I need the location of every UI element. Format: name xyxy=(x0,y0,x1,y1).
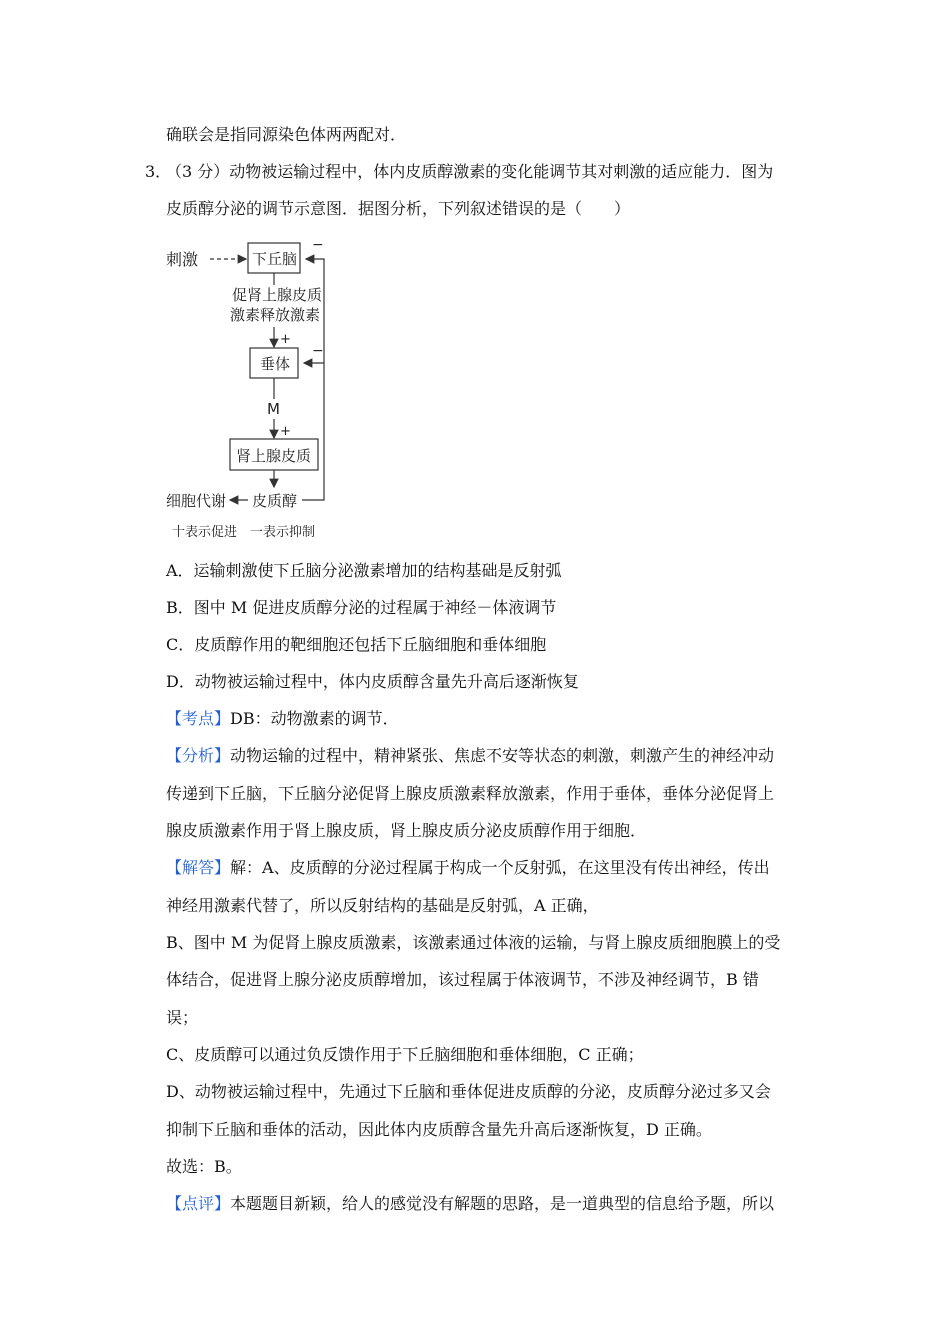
legend-text: 十表示促进 一表示抑制 xyxy=(172,525,316,540)
jieda-text-1: 解：A、皮质醇的分泌过程属于构成一个反射弧，在这里没有传出神经，传出 xyxy=(230,858,770,877)
jieda-line3: B、图中 M 为促肾上腺皮质激素，该激素通过体液的运输，与肾上腺皮质细胞膜上的受 xyxy=(166,933,781,952)
fenxi-line1 xyxy=(166,746,774,766)
dianping-text: 本题题目新颖，给人的感觉没有解题的思路，是一道典型的信息给予题，所以 xyxy=(230,1194,775,1213)
option-d: D．动物被运输过程中，体内皮质醇含量先升高后逐渐恢复 xyxy=(166,672,579,691)
jieda-line8: 抑制下丘脑和垂体的活动，因此体内皮质醇含量先升高后逐渐恢复，D 正确。 xyxy=(166,1120,712,1139)
fenxi-line2: 传递到下丘脑，下丘脑分泌促肾上腺皮质激素释放激素，作用于垂体，垂体分泌促肾上 xyxy=(166,784,775,803)
jieda-line7: D、动物被运输过程中，先通过下丘脑和垂体促进皮质醇的分泌，皮质醇分泌过多又会 xyxy=(166,1082,771,1101)
cortisol-regulation-diagram xyxy=(166,233,346,543)
jieda-line5: 误； xyxy=(166,1008,199,1027)
stimulus-label: 刺激 xyxy=(166,250,199,269)
fenxi-text-1: 动物运输的过程中，精神紧张、焦虑不安等状态的刺激，刺激产生的神经冲动 xyxy=(230,746,775,765)
kaodian-tag: 【考点】 xyxy=(166,709,231,728)
kaodian-text: DB：动物激素的调节． xyxy=(230,709,399,728)
cortisol-label: 皮质醇 xyxy=(252,492,298,510)
jieda-line6: C、皮质醇可以通过负反馈作用于下丘脑细胞和垂体细胞，C 正确； xyxy=(166,1045,644,1064)
kaodian-line xyxy=(166,709,399,729)
fenxi-tag: 【分析】 xyxy=(166,746,231,765)
question-stem-line1: （3 分）动物被运输过程中，体内皮质醇激素的变化能调节其对刺激的适应能力．图为 xyxy=(166,162,774,181)
jieda-tag: 【解答】 xyxy=(166,858,231,877)
crh-label-line2: 激素释放激素 xyxy=(230,306,321,324)
adrenal-cortex-label: 肾上腺皮质 xyxy=(236,447,312,465)
option-a: A．运输刺激使下丘脑分泌激素增加的结构基础是反射弧 xyxy=(166,561,562,580)
plus-sign-1: + xyxy=(280,332,291,347)
question-stem-line2: 皮质醇分泌的调节示意图．据图分析，下列叙述错误的是（ ） xyxy=(166,199,631,218)
jieda-line4: 体结合，促进肾上腺分泌皮质醇增加，该过程属于体液调节，不涉及神经调节，B 错 xyxy=(166,970,759,989)
minus-sign-2: − xyxy=(312,343,324,359)
crh-label-line1: 促肾上腺皮质 xyxy=(232,286,323,304)
dianping-tag: 【点评】 xyxy=(166,1194,231,1213)
jieda-line9: 故选：B。 xyxy=(166,1157,242,1176)
metabolism-label: 细胞代谢 xyxy=(166,492,227,510)
top-line: 确联会是指同源染色体两两配对． xyxy=(166,125,407,144)
question-number: 3． xyxy=(145,162,172,181)
jieda-line2: 神经用激素代替了，所以反射结构的基础是反射弧，A 正确， xyxy=(166,896,599,915)
m-label: M xyxy=(267,400,280,418)
option-c: C．皮质醇作用的靶细胞还包括下丘脑细胞和垂体细胞 xyxy=(166,635,547,654)
plus-sign-2: + xyxy=(280,424,291,439)
dianping-line xyxy=(166,1194,774,1214)
pituitary-label: 垂体 xyxy=(260,355,291,373)
jieda-line1 xyxy=(166,858,770,878)
option-b: B．图中 M 促进皮质醇分泌的过程属于神经－体液调节 xyxy=(166,598,557,617)
hypothalamus-label: 下丘脑 xyxy=(252,250,298,268)
fenxi-line3: 腺皮质激素作用于肾上腺皮质，肾上腺皮质分泌皮质醇作用于细胞． xyxy=(166,821,647,840)
minus-sign-1: − xyxy=(312,237,324,253)
